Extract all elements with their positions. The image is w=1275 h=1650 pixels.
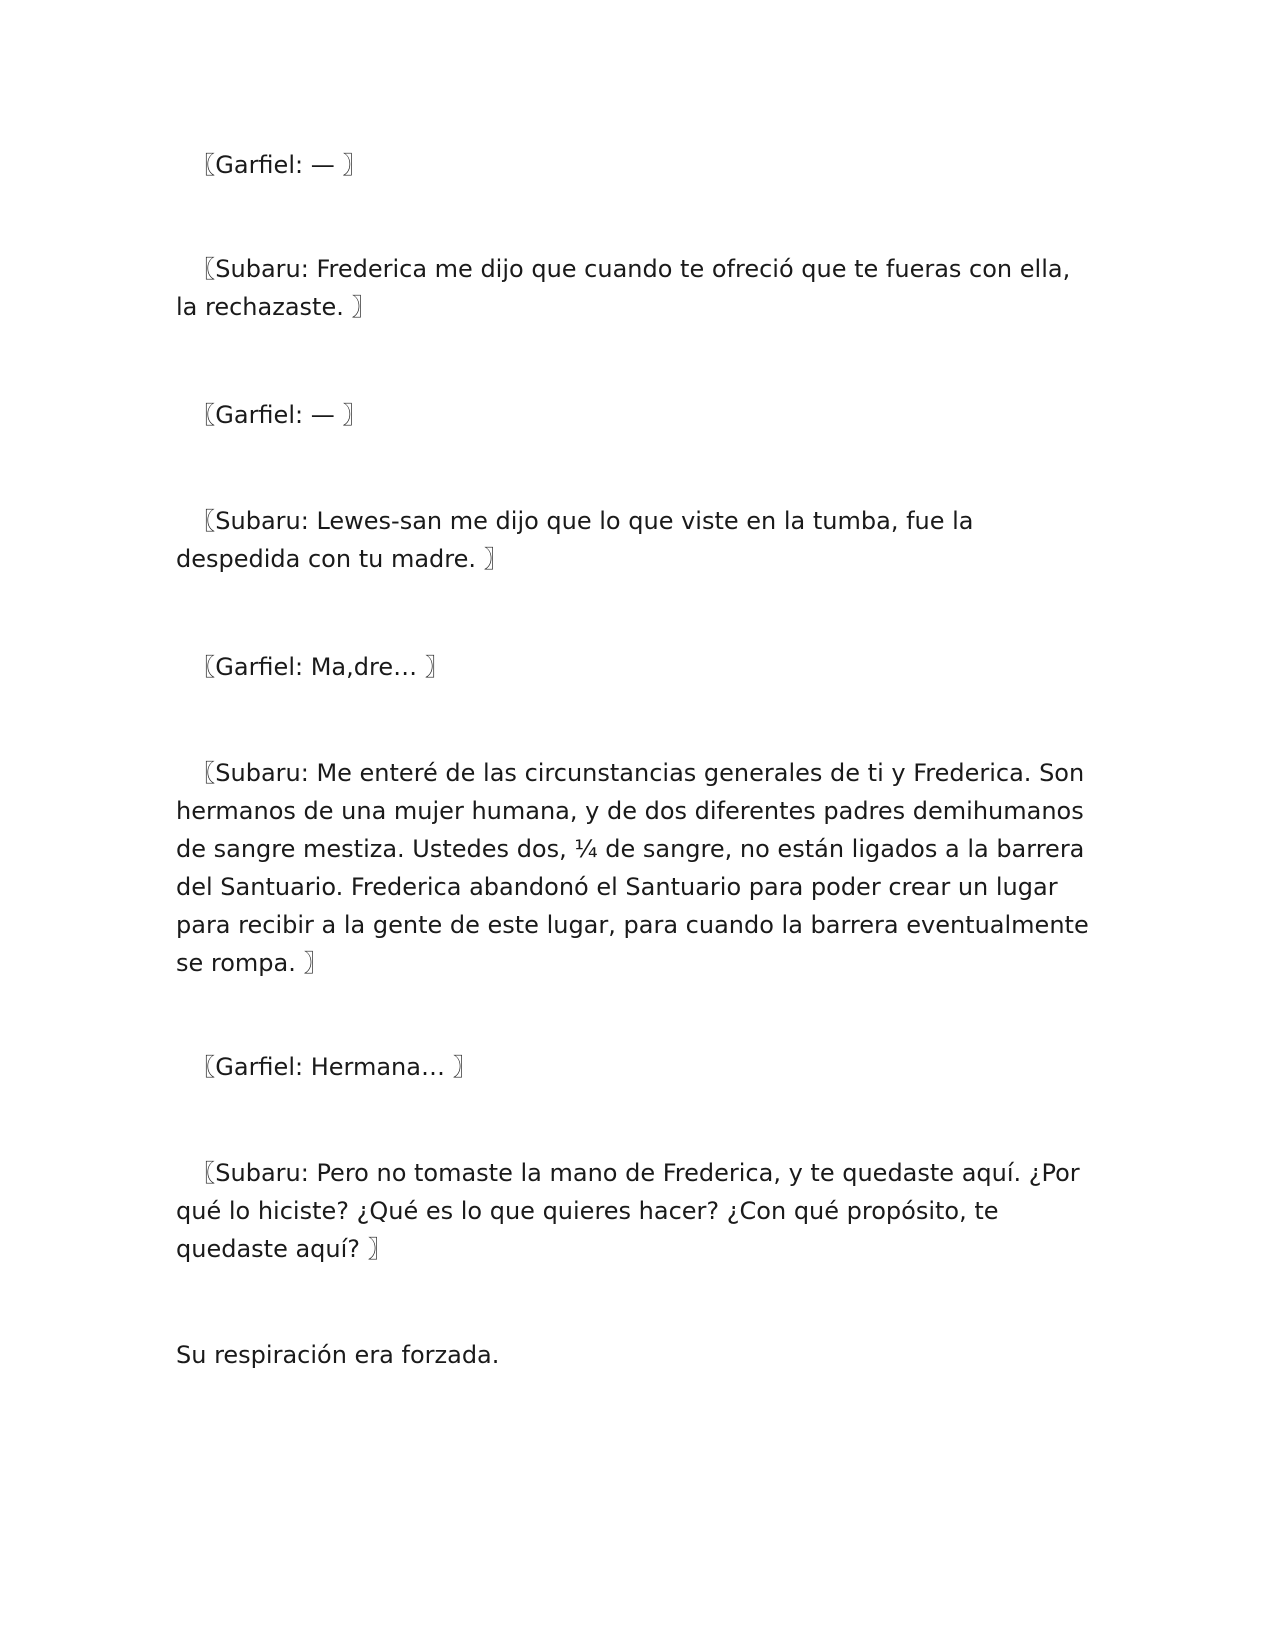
paragraph-subaru-1: 〖Subaru: Frederica me dijo que cuando te ofreció que te fueras con ella, la rechazaste. 〗 xyxy=(176,255,1078,321)
paragraph-garfiel-4: 〖Garfiel: Hermana… 〗 xyxy=(176,1053,477,1081)
paragraph-subaru-4: 〖Subaru: Pero no tomaste la mano de Frederica, y te quedaste aquí. ¿Por qué lo hiciste? ¿Qué es lo que quieres hacer? ¿Con qué propósito, te quedaste aquí? 〗 xyxy=(176,1159,1088,1263)
paragraph-garfiel-2: 〖Garfiel: — 〗 xyxy=(176,401,367,429)
paragraph-subaru-2: 〖Subaru: Lewes-san me dijo que lo que viste en la tumba, fue la despedida con tu madre. 〗 xyxy=(176,507,982,573)
paragraph-narration: Su respiración era forzada. xyxy=(176,1341,500,1369)
paragraph-garfiel-3: 〖Garfiel: Ma,dre… 〗 xyxy=(176,653,449,681)
paragraph-subaru-3: 〖Subaru: Me enteré de las circunstancias generales de ti y Frederica. Son hermanos de una mujer humana, y de dos diferentes padres demihumanos de sangre mestiza. Ustedes dos, ¼ de sangre, no están ligados a la barrera del Santuario. Frederica abandonó el Santuario para poder crear un lugar para recibir a la gente de este lugar, para cuando la barrera eventualmente se rompa. 〗 xyxy=(176,759,1097,977)
paragraph-garfiel-1: 〖Garfiel: — 〗 xyxy=(176,151,367,179)
